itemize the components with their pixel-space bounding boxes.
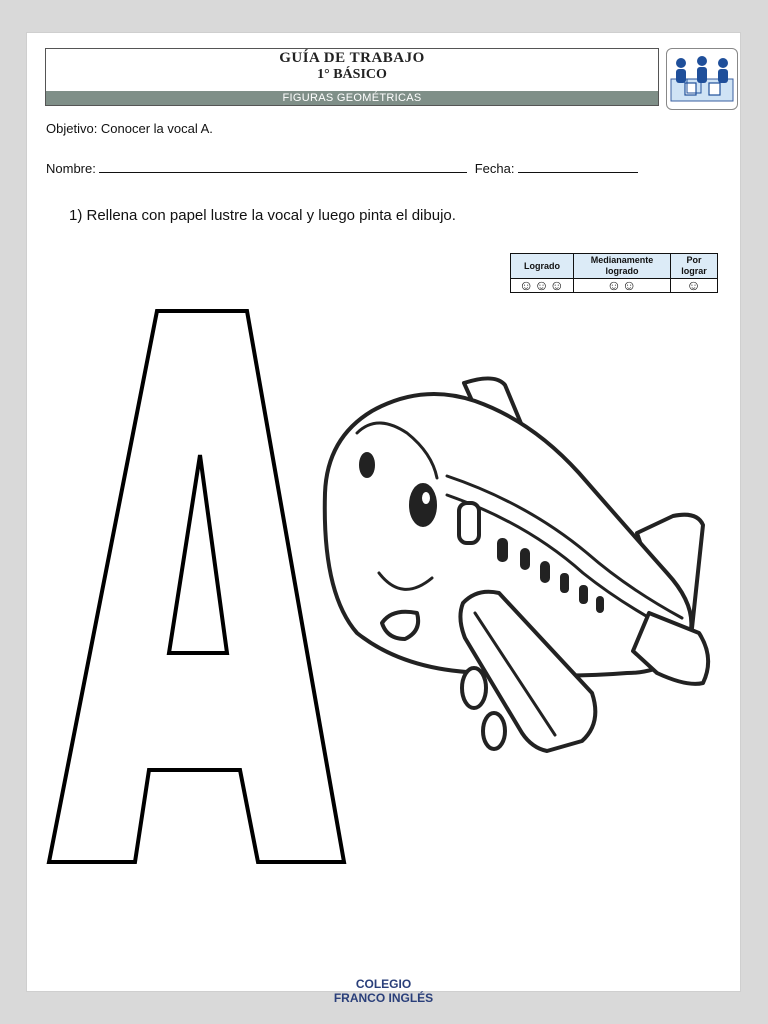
date-label: Fecha: xyxy=(474,161,515,176)
topic-band: FIGURAS GEOMÉTRICAS xyxy=(46,91,658,105)
coloring-area xyxy=(27,33,740,991)
smiley-face-icon: ☺ xyxy=(671,279,718,293)
header-medianamente-logrado: Medianamente logrado xyxy=(574,254,671,279)
name-label: Nombre: xyxy=(46,161,96,176)
instruction-text: 1) Rellena con papel lustre la vocal y luego pinta el dibujo. xyxy=(69,207,456,224)
objective-text: Objetivo: Conocer la vocal A. xyxy=(46,121,213,136)
footer-line2: FRANCO INGLÉS xyxy=(333,991,434,1005)
smiley-face-icon: ☺☺☺ xyxy=(511,279,574,293)
header-por-lograr: Por lograr xyxy=(671,254,718,279)
footer-line1: COLEGIO xyxy=(355,977,412,991)
school-footer xyxy=(27,977,740,1005)
header-logrado: Logrado xyxy=(511,254,574,279)
worksheet-page xyxy=(27,33,740,1005)
smiley-face-icon: ☺☺ xyxy=(574,279,671,293)
worksheet-title: GUÍA DE TRABAJO xyxy=(279,50,425,66)
grade-level: 1° BÁSICO xyxy=(317,67,387,82)
airplane-drawing-icon xyxy=(325,378,708,751)
letter-a-outline xyxy=(49,311,344,862)
